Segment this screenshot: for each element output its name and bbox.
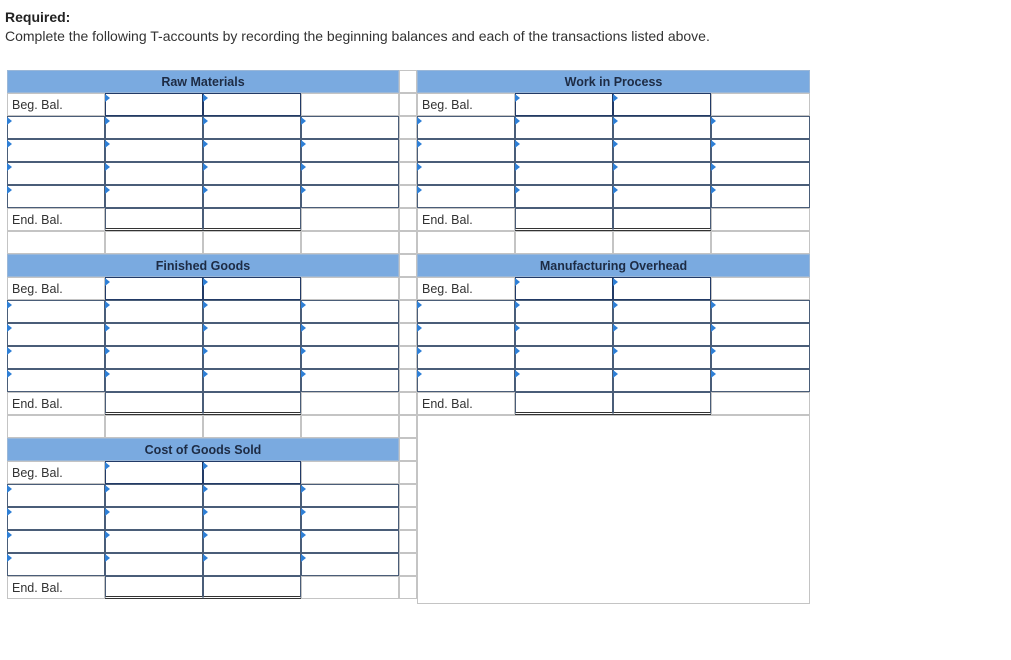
finished-goods-entry-2-credit-amount[interactable]: [301, 323, 399, 346]
work-in-process-entry-1-debit-label[interactable]: [417, 116, 515, 139]
work-in-process-entry-2-debit-label[interactable]: [417, 139, 515, 162]
cost-of-goods-sold-end-bal-label: End. Bal.: [7, 576, 105, 599]
entry-marker-icon: [613, 301, 618, 309]
finished-goods-spacer-cell: [7, 415, 105, 438]
manufacturing-overhead-entry-3-debit-label[interactable]: [417, 346, 515, 369]
manufacturing-overhead-end-bal-debit-amount[interactable]: [515, 392, 613, 415]
work-in-process-header: Work in Process: [417, 70, 810, 93]
finished-goods-beg-bal-credit-label[interactable]: [203, 277, 301, 300]
work-in-process-beg-bal-credit-label[interactable]: [613, 93, 711, 116]
entry-marker-icon: [515, 186, 520, 194]
entry-marker-icon: [203, 462, 208, 470]
entry-marker-icon: [7, 508, 12, 516]
finished-goods-entry-2-debit-amount[interactable]: [105, 323, 203, 346]
column-gap-cell: [399, 438, 417, 461]
raw-materials-entry-2-debit-amount[interactable]: [105, 139, 203, 162]
entry-marker-icon: [105, 347, 110, 355]
raw-materials-end-bal-debit-amount[interactable]: [105, 208, 203, 231]
column-gap-cell: [399, 116, 417, 139]
entry-marker-icon: [613, 186, 618, 194]
raw-materials-end-bal-label: End. Bal.: [7, 208, 105, 231]
raw-materials-entry-1-credit-amount[interactable]: [301, 116, 399, 139]
entry-marker-icon: [203, 347, 208, 355]
raw-materials-spacer-cell: [105, 231, 203, 254]
raw-materials-end-bal-credit-label[interactable]: [203, 208, 301, 231]
entry-marker-icon: [417, 163, 422, 171]
finished-goods-end-bal-label: End. Bal.: [7, 392, 105, 415]
finished-goods-entry-1-debit-amount[interactable]: [105, 300, 203, 323]
instruction-text: Complete the following T-accounts by recording the beginning balances and each of the transactions listed above.: [5, 28, 710, 44]
column-gap-cell: [399, 254, 417, 277]
work-in-process-entry-4-debit-label[interactable]: [417, 185, 515, 208]
cost-of-goods-sold-beg-bal-credit-amount[interactable]: [301, 461, 399, 484]
manufacturing-overhead-entry-1-debit-amount[interactable]: [515, 300, 613, 323]
entry-marker-icon: [105, 508, 110, 516]
entry-marker-icon: [417, 186, 422, 194]
raw-materials-entry-3-credit-amount[interactable]: [301, 162, 399, 185]
entry-marker-icon: [417, 347, 422, 355]
entry-marker-icon: [105, 278, 110, 286]
work-in-process-end-bal-credit-amount[interactable]: [711, 208, 810, 231]
manufacturing-overhead-entry-3-debit-amount[interactable]: [515, 346, 613, 369]
entry-marker-icon: [105, 324, 110, 332]
manufacturing-overhead-beg-bal-debit-amount[interactable]: [515, 277, 613, 300]
raw-materials-entry-1-credit-label[interactable]: [203, 116, 301, 139]
entry-marker-icon: [301, 140, 306, 148]
entry-marker-icon: [613, 140, 618, 148]
cost-of-goods-sold-entry-1-credit-label[interactable]: [203, 484, 301, 507]
finished-goods-entry-1-debit-label[interactable]: [7, 300, 105, 323]
cost-of-goods-sold-header: Cost of Goods Sold: [7, 438, 399, 461]
entry-marker-icon: [301, 531, 306, 539]
column-gap-cell: [399, 553, 417, 576]
entry-marker-icon: [203, 163, 208, 171]
entry-marker-icon: [711, 347, 716, 355]
raw-materials-entry-1-debit-amount[interactable]: [105, 116, 203, 139]
entry-marker-icon: [515, 324, 520, 332]
entry-marker-icon: [301, 117, 306, 125]
raw-materials-beg-bal-debit-amount[interactable]: [105, 93, 203, 116]
entry-marker-icon: [613, 94, 618, 102]
entry-marker-icon: [203, 94, 208, 102]
work-in-process-end-bal-credit-label[interactable]: [613, 208, 711, 231]
raw-materials-spacer-cell: [7, 231, 105, 254]
t-accounts-grid: [7, 70, 810, 604]
raw-materials-beg-bal-credit-amount[interactable]: [301, 93, 399, 116]
entry-marker-icon: [105, 163, 110, 171]
entry-marker-icon: [515, 140, 520, 148]
work-in-process-entry-1-credit-label[interactable]: [613, 116, 711, 139]
entry-marker-icon: [613, 370, 618, 378]
finished-goods-spacer-cell: [301, 415, 399, 438]
entry-marker-icon: [7, 117, 12, 125]
raw-materials-end-bal-credit-amount[interactable]: [301, 208, 399, 231]
raw-materials-spacer-cell: [203, 231, 301, 254]
entry-marker-icon: [203, 278, 208, 286]
column-gap-cell: [399, 392, 417, 415]
manufacturing-overhead-entry-2-credit-amount[interactable]: [711, 323, 810, 346]
work-in-process-end-bal-label: End. Bal.: [417, 208, 515, 231]
entry-marker-icon: [203, 508, 208, 516]
entry-marker-icon: [417, 370, 422, 378]
entry-marker-icon: [105, 140, 110, 148]
finished-goods-entry-3-credit-amount[interactable]: [301, 346, 399, 369]
cost-of-goods-sold-beg-bal-credit-label[interactable]: [203, 461, 301, 484]
entry-marker-icon: [711, 370, 716, 378]
entry-marker-icon: [7, 324, 12, 332]
entry-marker-icon: [105, 94, 110, 102]
raw-materials-entry-4-debit-amount[interactable]: [105, 185, 203, 208]
manufacturing-overhead-beg-bal-label: Beg. Bal.: [417, 277, 515, 300]
cost-of-goods-sold-entry-4-credit-label[interactable]: [203, 553, 301, 576]
entry-marker-icon: [105, 117, 110, 125]
finished-goods-entry-3-debit-amount[interactable]: [105, 346, 203, 369]
manufacturing-overhead-entry-4-credit-amount[interactable]: [711, 369, 810, 392]
manufacturing-overhead-entry-1-debit-label[interactable]: [417, 300, 515, 323]
entry-marker-icon: [105, 462, 110, 470]
entry-marker-icon: [417, 324, 422, 332]
finished-goods-end-bal-credit-amount[interactable]: [301, 392, 399, 415]
column-gap-cell: [399, 277, 417, 300]
cost-of-goods-sold-end-bal-debit-amount[interactable]: [105, 576, 203, 599]
column-gap-cell: [399, 530, 417, 553]
finished-goods-entry-2-debit-label[interactable]: [7, 323, 105, 346]
manufacturing-overhead-beg-bal-credit-amount[interactable]: [711, 277, 810, 300]
entry-marker-icon: [515, 301, 520, 309]
entry-marker-icon: [301, 324, 306, 332]
finished-goods-beg-bal-credit-amount[interactable]: [301, 277, 399, 300]
cost-of-goods-sold-entry-1-credit-amount[interactable]: [301, 484, 399, 507]
entry-marker-icon: [711, 301, 716, 309]
entry-marker-icon: [7, 301, 12, 309]
entry-marker-icon: [105, 531, 110, 539]
work-in-process-entry-4-debit-amount[interactable]: [515, 185, 613, 208]
entry-marker-icon: [613, 278, 618, 286]
cost-of-goods-sold-entry-2-credit-label[interactable]: [203, 507, 301, 530]
entry-marker-icon: [515, 94, 520, 102]
entry-marker-icon: [515, 117, 520, 125]
entry-marker-icon: [301, 554, 306, 562]
raw-materials-beg-bal-label: Beg. Bal.: [7, 93, 105, 116]
entry-marker-icon: [7, 554, 12, 562]
raw-materials-spacer-cell: [301, 231, 399, 254]
work-in-process-entry-3-debit-label[interactable]: [417, 162, 515, 185]
entry-marker-icon: [711, 324, 716, 332]
entry-marker-icon: [613, 347, 618, 355]
entry-marker-icon: [417, 301, 422, 309]
manufacturing-overhead-entry-2-debit-amount[interactable]: [515, 323, 613, 346]
work-in-process-entry-2-credit-label[interactable]: [613, 139, 711, 162]
entry-marker-icon: [203, 117, 208, 125]
raw-materials-entry-4-credit-label[interactable]: [203, 185, 301, 208]
cost-of-goods-sold-entry-4-debit-amount[interactable]: [105, 553, 203, 576]
column-gap-cell: [399, 162, 417, 185]
finished-goods-spacer-cell: [105, 415, 203, 438]
manufacturing-overhead-end-bal-credit-label[interactable]: [613, 392, 711, 415]
manufacturing-overhead-end-bal-label: End. Bal.: [417, 392, 515, 415]
entry-marker-icon: [105, 554, 110, 562]
column-gap-cell: [399, 346, 417, 369]
column-gap-cell: [399, 323, 417, 346]
cost-of-goods-sold-end-bal-credit-amount[interactable]: [301, 576, 399, 599]
cost-of-goods-sold-entry-3-debit-label[interactable]: [7, 530, 105, 553]
entry-marker-icon: [7, 531, 12, 539]
finished-goods-entry-3-credit-label[interactable]: [203, 346, 301, 369]
finished-goods-entry-1-credit-label[interactable]: [203, 300, 301, 323]
raw-materials-entry-4-debit-label[interactable]: [7, 185, 105, 208]
entry-marker-icon: [711, 140, 716, 148]
required-label: Required:: [5, 9, 71, 25]
raw-materials-header: Raw Materials: [7, 70, 399, 93]
manufacturing-overhead-entry-4-debit-amount[interactable]: [515, 369, 613, 392]
work-in-process-entry-3-debit-amount[interactable]: [515, 162, 613, 185]
finished-goods-end-bal-debit-amount[interactable]: [105, 392, 203, 415]
column-gap-cell: [399, 484, 417, 507]
entry-marker-icon: [105, 301, 110, 309]
entry-marker-icon: [301, 485, 306, 493]
cost-of-goods-sold-entry-4-credit-amount[interactable]: [301, 553, 399, 576]
manufacturing-overhead-entry-2-debit-label[interactable]: [417, 323, 515, 346]
raw-materials-entry-4-credit-amount[interactable]: [301, 185, 399, 208]
work-in-process-entry-2-debit-amount[interactable]: [515, 139, 613, 162]
entry-marker-icon: [417, 140, 422, 148]
work-in-process-beg-bal-credit-amount[interactable]: [711, 93, 810, 116]
entry-marker-icon: [515, 163, 520, 171]
manufacturing-overhead-entry-1-credit-label[interactable]: [613, 300, 711, 323]
column-gap-cell: [399, 300, 417, 323]
entry-marker-icon: [7, 186, 12, 194]
raw-materials-entry-1-debit-label[interactable]: [7, 116, 105, 139]
entry-marker-icon: [515, 347, 520, 355]
cost-of-goods-sold-entry-1-debit-label[interactable]: [7, 484, 105, 507]
cost-of-goods-sold-entry-4-debit-label[interactable]: [7, 553, 105, 576]
raw-materials-entry-3-debit-label[interactable]: [7, 162, 105, 185]
column-gap-cell: [399, 139, 417, 162]
work-in-process-entry-1-credit-amount[interactable]: [711, 116, 810, 139]
entry-marker-icon: [203, 531, 208, 539]
work-in-process-end-bal-debit-amount[interactable]: [515, 208, 613, 231]
entry-marker-icon: [711, 186, 716, 194]
work-in-process-beg-bal-debit-amount[interactable]: [515, 93, 613, 116]
entry-marker-icon: [203, 186, 208, 194]
entry-marker-icon: [515, 278, 520, 286]
entry-marker-icon: [7, 485, 12, 493]
entry-marker-icon: [613, 117, 618, 125]
cost-of-goods-sold-entry-3-credit-label[interactable]: [203, 530, 301, 553]
column-gap-cell: [399, 208, 417, 231]
entry-marker-icon: [7, 163, 12, 171]
entry-marker-icon: [613, 163, 618, 171]
entry-marker-icon: [203, 370, 208, 378]
entry-marker-icon: [7, 370, 12, 378]
entry-marker-icon: [301, 301, 306, 309]
manufacturing-overhead-entry-2-credit-label[interactable]: [613, 323, 711, 346]
column-gap-cell: [399, 185, 417, 208]
entry-marker-icon: [203, 140, 208, 148]
work-in-process-beg-bal-label: Beg. Bal.: [417, 93, 515, 116]
empty-area: [417, 415, 810, 604]
entry-marker-icon: [7, 347, 12, 355]
work-in-process-entry-4-credit-amount[interactable]: [711, 185, 810, 208]
cost-of-goods-sold-end-bal-credit-label[interactable]: [203, 576, 301, 599]
entry-marker-icon: [301, 347, 306, 355]
entry-marker-icon: [105, 485, 110, 493]
entry-marker-icon: [711, 163, 716, 171]
work-in-process-entry-4-credit-label[interactable]: [613, 185, 711, 208]
entry-marker-icon: [301, 163, 306, 171]
entry-marker-icon: [417, 117, 422, 125]
finished-goods-entry-3-debit-label[interactable]: [7, 346, 105, 369]
raw-materials-entry-3-credit-label[interactable]: [203, 162, 301, 185]
cost-of-goods-sold-entry-3-credit-amount[interactable]: [301, 530, 399, 553]
entry-marker-icon: [203, 324, 208, 332]
manufacturing-overhead-beg-bal-credit-label[interactable]: [613, 277, 711, 300]
entry-marker-icon: [203, 301, 208, 309]
finished-goods-entry-4-debit-amount[interactable]: [105, 369, 203, 392]
entry-marker-icon: [711, 117, 716, 125]
work-in-process-spacer-cell: [711, 231, 810, 254]
work-in-process-entry-1-debit-amount[interactable]: [515, 116, 613, 139]
work-in-process-entry-3-credit-amount[interactable]: [711, 162, 810, 185]
entry-marker-icon: [515, 370, 520, 378]
work-in-process-spacer-cell: [515, 231, 613, 254]
raw-materials-beg-bal-credit-label[interactable]: [203, 93, 301, 116]
entry-marker-icon: [301, 186, 306, 194]
manufacturing-overhead-entry-4-debit-label[interactable]: [417, 369, 515, 392]
cost-of-goods-sold-beg-bal-debit-amount[interactable]: [105, 461, 203, 484]
finished-goods-entry-2-credit-label[interactable]: [203, 323, 301, 346]
raw-materials-entry-2-debit-label[interactable]: [7, 139, 105, 162]
finished-goods-entry-1-credit-amount[interactable]: [301, 300, 399, 323]
finished-goods-entry-4-credit-label[interactable]: [203, 369, 301, 392]
cost-of-goods-sold-entry-1-debit-amount[interactable]: [105, 484, 203, 507]
work-in-process-entry-3-credit-label[interactable]: [613, 162, 711, 185]
entry-marker-icon: [105, 370, 110, 378]
entry-marker-icon: [301, 508, 306, 516]
entry-marker-icon: [105, 186, 110, 194]
manufacturing-overhead-entry-1-credit-amount[interactable]: [711, 300, 810, 323]
finished-goods-header: Finished Goods: [7, 254, 399, 277]
manufacturing-overhead-header: Manufacturing Overhead: [417, 254, 810, 277]
finished-goods-end-bal-credit-label[interactable]: [203, 392, 301, 415]
finished-goods-entry-4-debit-label[interactable]: [7, 369, 105, 392]
manufacturing-overhead-entry-3-credit-amount[interactable]: [711, 346, 810, 369]
manufacturing-overhead-entry-4-credit-label[interactable]: [613, 369, 711, 392]
entry-marker-icon: [301, 370, 306, 378]
cost-of-goods-sold-beg-bal-label: Beg. Bal.: [7, 461, 105, 484]
cost-of-goods-sold-entry-2-debit-label[interactable]: [7, 507, 105, 530]
cost-of-goods-sold-entry-3-debit-amount[interactable]: [105, 530, 203, 553]
cost-of-goods-sold-entry-2-debit-amount[interactable]: [105, 507, 203, 530]
raw-materials-entry-3-debit-amount[interactable]: [105, 162, 203, 185]
entry-marker-icon: [203, 485, 208, 493]
column-gap-cell: [399, 93, 417, 116]
column-gap-cell: [399, 461, 417, 484]
finished-goods-beg-bal-debit-amount[interactable]: [105, 277, 203, 300]
entry-marker-icon: [203, 554, 208, 562]
raw-materials-entry-2-credit-label[interactable]: [203, 139, 301, 162]
entry-marker-icon: [7, 140, 12, 148]
finished-goods-spacer-cell: [203, 415, 301, 438]
manufacturing-overhead-entry-3-credit-label[interactable]: [613, 346, 711, 369]
column-gap-cell: [399, 231, 417, 254]
column-gap-cell: [399, 369, 417, 392]
raw-materials-entry-2-credit-amount[interactable]: [301, 139, 399, 162]
column-gap-cell: [399, 576, 417, 599]
column-gap-cell: [399, 507, 417, 530]
column-gap-cell: [399, 415, 417, 438]
column-gap-cell: [399, 70, 417, 93]
cost-of-goods-sold-entry-2-credit-amount[interactable]: [301, 507, 399, 530]
work-in-process-spacer-cell: [613, 231, 711, 254]
work-in-process-spacer-cell: [417, 231, 515, 254]
work-in-process-entry-2-credit-amount[interactable]: [711, 139, 810, 162]
finished-goods-entry-4-credit-amount[interactable]: [301, 369, 399, 392]
manufacturing-overhead-end-bal-credit-amount[interactable]: [711, 392, 810, 415]
entry-marker-icon: [613, 324, 618, 332]
finished-goods-beg-bal-label: Beg. Bal.: [7, 277, 105, 300]
